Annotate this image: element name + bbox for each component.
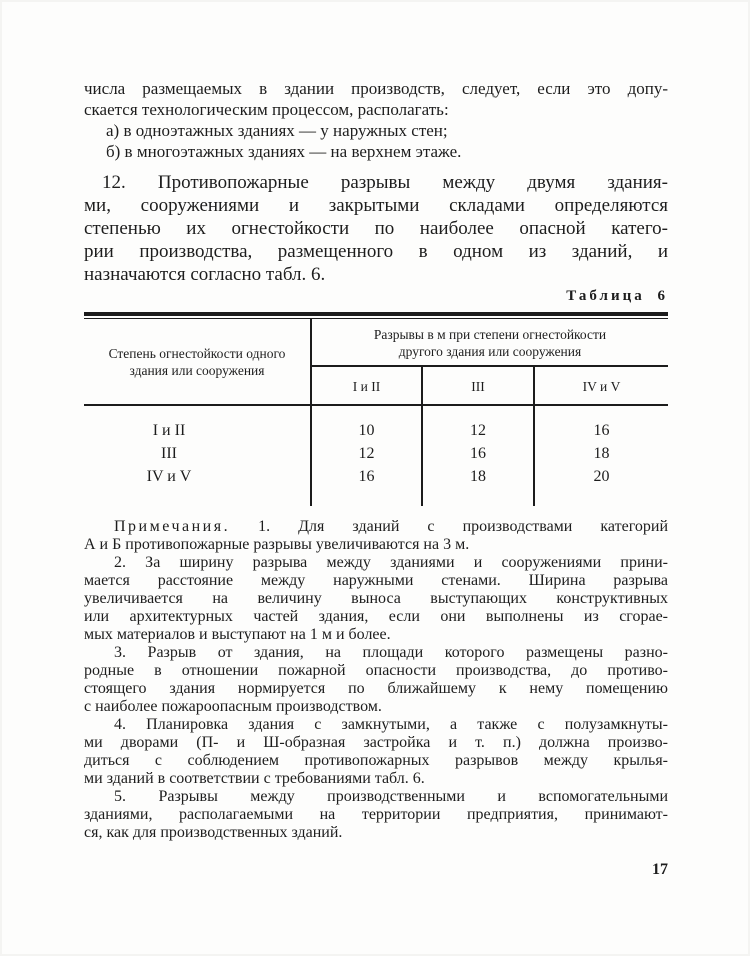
text-line: назначаются согласно табл. 6. [84, 264, 326, 285]
table-value: 18 [470, 468, 486, 485]
text-line: диться с соблюдением противопожарных разрывов между крылья- [84, 752, 668, 769]
text-line: стоящего здания нормируется по ближайшему к нему помещению [84, 680, 668, 697]
text-line: А и Б противопожарные разрывы увеличиваются на 3 м. [84, 536, 470, 553]
text-line: увеличивается на величину выноса выступающих конструктивных [84, 590, 668, 607]
table-value: 16 [593, 422, 610, 439]
text-line: Примечания. 1. Для зданий с производствами категорий [114, 518, 668, 535]
table-value: 12 [358, 445, 375, 462]
text-line: ми дворами (П- и Ш-образная застройка и т. п.) должна произво- [84, 734, 668, 751]
table-column-header: I и II [312, 367, 423, 406]
text-line: б) в многоэтажных зданиях — на верхнем этаже. [106, 142, 462, 161]
page-number: 17 [652, 861, 668, 878]
table-row-labels [84, 406, 312, 506]
table-caption: Таблица 6 [566, 288, 668, 304]
table-top-rule-thick [84, 312, 668, 316]
text-line: 4. Планировка здания с замкнутыми, а также с полузамкнуты- [114, 716, 668, 733]
table-grid [84, 319, 668, 506]
intro-paragraph [84, 78, 668, 162]
table-value: 10 [358, 422, 375, 439]
table-body-column [535, 406, 668, 506]
notes-section [84, 518, 668, 842]
table-body-column [312, 406, 423, 506]
text-line: зданиями, располагаемыми на территории предприятия, принимают- [84, 806, 668, 823]
table-row-label: IV и V [146, 468, 192, 485]
stub-header-line: здания или сооружения [129, 362, 265, 378]
text-line: мых материалов и выступают на 1 м и более. [84, 626, 391, 643]
text-line: а) в одноэтажных зданиях — у наружных стен; [106, 121, 448, 140]
notes-label: Примечания. [114, 518, 231, 535]
text-line: степенью их огнестойкости по наиболее опасной катего- [84, 218, 668, 239]
text-line: скается технологическим процессом, располагать: [84, 100, 449, 119]
stub-header-line: Степень огнестойкости одного [108, 345, 286, 361]
text-line: 12. Противопожарные разрывы между двумя здания- [102, 172, 668, 193]
table-row-label: I и II [152, 422, 186, 439]
table-column-header: IV и V [535, 367, 668, 406]
text-line: ми зданий в соответствии с требованиями табл. 6. [84, 770, 425, 787]
table-row-label: III [161, 445, 177, 462]
paragraph-12 [84, 171, 668, 286]
text-line: или архитектурных частей здания, если они выполнены из сгорае- [84, 608, 668, 625]
fire-resistance-table [84, 312, 668, 506]
table-body-column [423, 406, 535, 506]
text-line: 5. Разрывы между производственными и вспомогательными [114, 788, 668, 805]
span-header-line: Разрывы в м при степени огнестойкости [373, 327, 607, 342]
text-line: мается расстояние между наружными стенами. Ширина разрыва [84, 572, 668, 589]
table-value: 20 [593, 468, 610, 485]
text-line: с наиболее пожароопасным производством. [84, 698, 382, 715]
table-stub-header [84, 319, 312, 406]
text-line: 2. За ширину разрыва между зданиями и сооружениями прини- [114, 554, 668, 571]
table-value: 18 [593, 445, 610, 462]
text-line: рии производства, размещенного в одном из зданий, и [84, 241, 668, 262]
table-value: 16 [470, 445, 486, 462]
table-column-header: III [423, 367, 535, 406]
table-value: 12 [470, 422, 486, 439]
text-line: родные в отношении пожарной опасности производства, до противо- [84, 662, 668, 679]
text-line: ми, сооружениями и закрытыми складами определяются [84, 195, 668, 216]
table-value: 16 [358, 468, 375, 485]
text-line: ся, как для производственных зданий. [84, 824, 343, 841]
span-header-line: другого здания или сооружения [398, 344, 582, 359]
text-line: 3. Разрыв от здания, на площади которого размещены разно- [114, 644, 668, 661]
table-span-header [312, 319, 668, 367]
text-line: числа размещаемых в здании производств, следует, если это допу- [84, 79, 668, 98]
